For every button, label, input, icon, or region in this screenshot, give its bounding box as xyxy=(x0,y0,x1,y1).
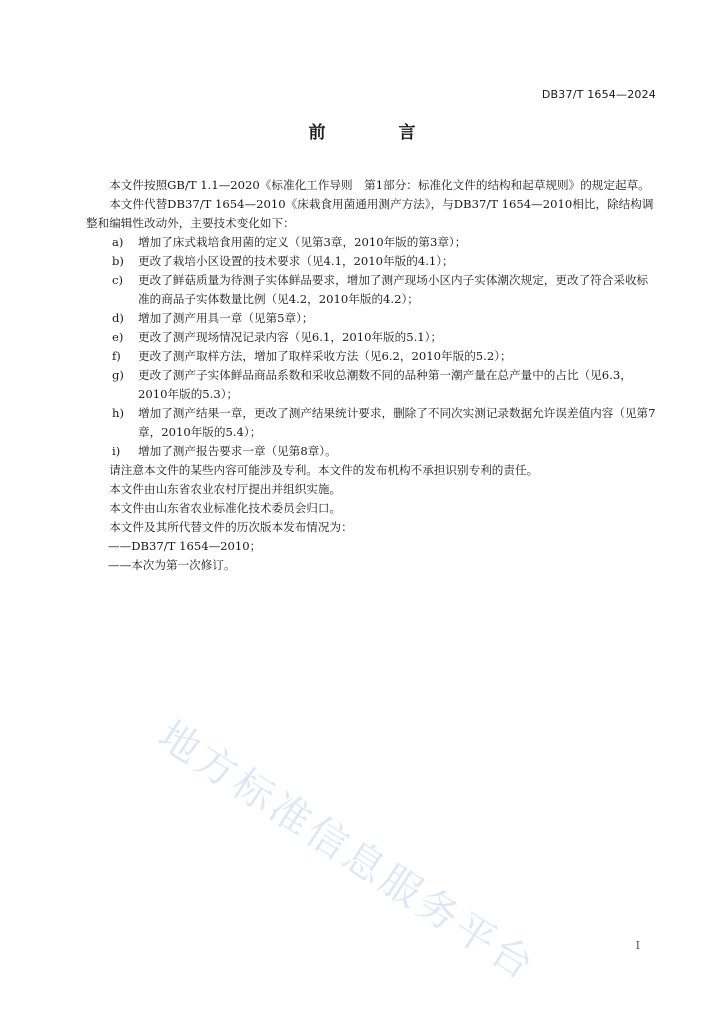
list-item-text: 更改了测产现场情况记录内容（见6.1，2010年版的5.1）； xyxy=(138,330,443,344)
page-title: 前 言 xyxy=(308,123,444,143)
list-item-text: 更改了测产取样方法，增加了取样采收方法（见6.2，2010年版的5.2）； xyxy=(138,349,512,363)
list-item xyxy=(86,366,656,404)
patent-notice: 请注意本文件的某些内容可能涉及专利。本文件的发布机构不承担识别专利的责任。 xyxy=(109,463,539,477)
watermark: 地方标准信息服务平台 xyxy=(150,712,545,991)
list-item-text: 更改了栽培小区设置的技术要求（见4.1，2010年版的4.1）； xyxy=(138,254,454,268)
list-item xyxy=(86,347,656,366)
foreword-body xyxy=(86,176,656,575)
intro-paragraph-1: 本文件按照GB/T 1.1—2020《标准化工作导则 第1部分：标准化文件的结构和起草规则》的规定起草。 xyxy=(109,178,650,192)
list-item xyxy=(86,442,656,461)
history-item: ——DB37/T 1654—2010； xyxy=(108,539,262,553)
changes-list xyxy=(86,233,656,461)
list-marker: a) xyxy=(112,235,124,249)
list-marker: e) xyxy=(112,330,124,344)
list-item xyxy=(86,252,656,271)
list-item xyxy=(86,404,656,442)
list-item-text: 增加了测产报告要求一章（见第8章）。 xyxy=(138,444,337,458)
committee-statement: 本文件由山东省农业标准化技术委员会归口。 xyxy=(109,501,342,515)
proposer-statement: 本文件由山东省农业农村厅提出并组织实施。 xyxy=(109,482,342,496)
list-item xyxy=(86,309,656,328)
intro-paragraph-2: 本文件代替DB37/T 1654—2010《床栽食用菌通用测产方法》，与DB37/T 1654—2010相比，除结构调整和编辑性改动外，主要技术变化如下： xyxy=(86,197,654,230)
list-marker: f) xyxy=(112,349,121,363)
list-marker: c) xyxy=(112,273,124,287)
list-item-text: 更改了鲜菇质量为待测子实体鲜品要求，增加了测产现场小区内子实体潮次规定，更改了符合采收标准的商品子实体数量比例（见4.2，2010年版的4.2）； xyxy=(138,273,649,306)
history-intro: 本文件及其所代替文件的历次版本发布情况为： xyxy=(109,520,353,534)
list-item xyxy=(86,271,656,309)
list-item-text: 增加了床式栽培食用菌的定义（见第3章，2010年版的第3章）； xyxy=(138,235,467,249)
page-number: I xyxy=(635,939,640,952)
list-marker: i) xyxy=(112,444,121,458)
list-item xyxy=(86,328,656,347)
list-item xyxy=(86,233,656,252)
list-marker: h) xyxy=(112,406,124,420)
history-item: ——本次为第一次修订。 xyxy=(108,558,236,572)
list-item-text: 增加了测产结果一章，更改了测产结果统计要求，删除了不同次实测记录数据允许误差值内容（见第7章，2010年版的5.4）； xyxy=(138,406,656,439)
list-item-text: 增加了测产用具一章（见第5章）； xyxy=(138,311,314,325)
list-marker: g) xyxy=(112,368,124,382)
list-marker: b) xyxy=(112,254,124,268)
list-marker: d) xyxy=(112,311,124,325)
document-code: DB37/T 1654—2024 xyxy=(541,88,656,101)
list-item-text: 更改了测产子实体鲜品商品系数和采收总潮数不同的品种第一潮产量在总产量中的占比（见6.3，2010年版的5.3）； xyxy=(138,368,632,401)
